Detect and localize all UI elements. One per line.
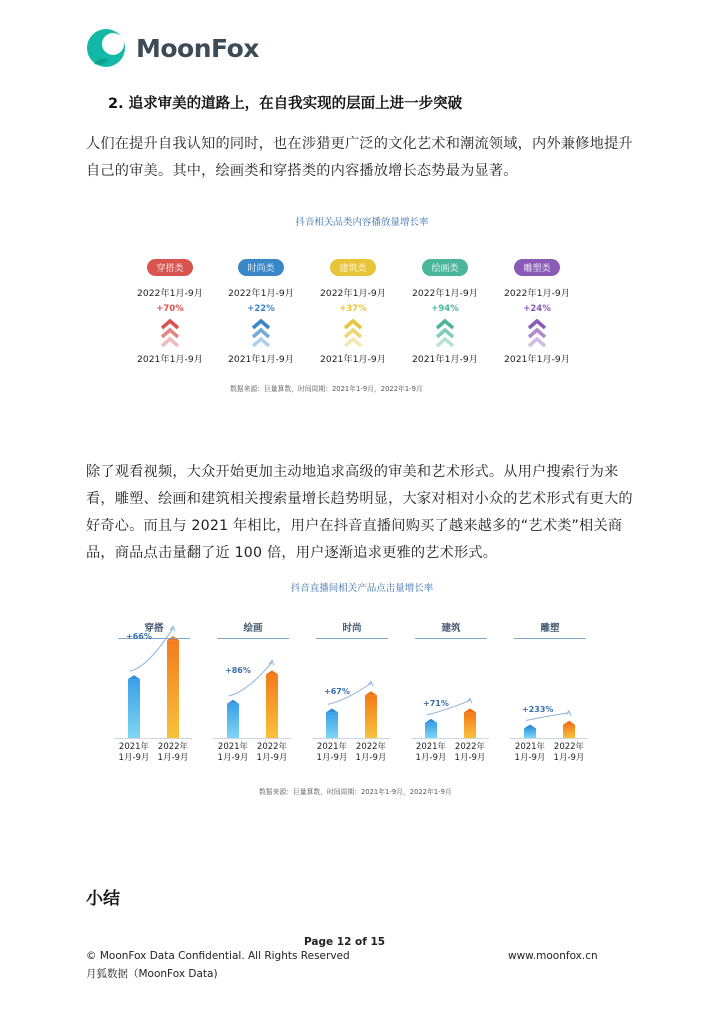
chart2-source: 数据来源：巨量算数，时间周期：2021年1-9月，2022年1-9月 [259, 788, 452, 796]
chart2-growth-label: +67% [324, 687, 350, 697]
chart2-axis [510, 738, 588, 739]
growth-label: +24% [523, 304, 551, 314]
chart2-category-header: 穿搭 [118, 620, 190, 639]
chart2-bar-cap [227, 700, 239, 704]
period-base-label: 2021年1月-9月 [137, 354, 203, 365]
chart2-bar [128, 679, 140, 738]
chart2-bar [365, 695, 377, 738]
chart2-bar-cap [326, 708, 338, 712]
period-current-label: 2022年1月-9月 [137, 288, 203, 299]
chart2-period-label: 2021年 1月-9月 [415, 742, 447, 763]
chart2-bar-cap [425, 719, 437, 723]
page-number: Page 12 of 15 [304, 936, 386, 948]
category-pill: 雕塑类 [514, 259, 559, 276]
chart2-title: 抖音直播间相关产品点击量增长率 [290, 583, 434, 594]
chart2-bar-cap [563, 721, 575, 725]
chart2-bar-cap [365, 691, 377, 695]
growth-arrow-icon [526, 713, 569, 721]
chart1-source: 数据来源：巨量算数，时间周期：2021年1-9月，2022年1-9月 [230, 385, 423, 393]
chart2-period-label: 2022年 1月-9月 [553, 742, 585, 763]
growth-label: +70% [156, 304, 184, 314]
chart2-axis [411, 738, 489, 739]
period-base-label: 2021年1月-9月 [320, 354, 386, 365]
category-pill: 绘画类 [422, 259, 467, 276]
chart2-axis [114, 738, 192, 739]
chart2-category-header: 雕塑 [514, 620, 586, 639]
copyright-text: © MoonFox Data Confidential. All Rights Reserved [86, 950, 350, 962]
category-pill: 时尚类 [238, 259, 283, 276]
chart2-period-label: 2021年 1月-9月 [316, 742, 348, 763]
chart2-bar-cap [524, 725, 536, 729]
chart2-axis [213, 738, 291, 739]
period-base-label: 2021年1月-9月 [504, 354, 570, 365]
logo-text: MoonFox [136, 33, 259, 63]
chart2-axis [312, 738, 390, 739]
chart2-period-label: 2021年 1月-9月 [217, 742, 249, 763]
chart2-period-label: 2022年 1月-9月 [157, 742, 189, 763]
growth-label: +37% [339, 304, 367, 314]
summary-heading: 小结 [86, 889, 120, 909]
chart2-category-header: 时尚 [316, 620, 388, 639]
chart2-period-label: 2022年 1月-9月 [454, 742, 486, 763]
chart2-bar [167, 640, 179, 738]
period-current-label: 2022年1月-9月 [320, 288, 386, 299]
chart2-period-label: 2022年 1月-9月 [355, 742, 387, 763]
growth-label: +94% [431, 304, 459, 314]
period-base-label: 2021年1月-9月 [228, 354, 294, 365]
category-pill: 穿搭类 [147, 259, 192, 276]
chart2-bar [227, 704, 239, 738]
paragraph-2: 除了观看视频，大众开始更加主动地追求高级的审美和艺术形式。从用户搜索行为来看，雕塑、绘画和建筑相关搜索量增长趋势明显，大家对相对小众的艺术形式有更大的好奇心。而且与 2021 年相比，用户在抖音直播间购买了越来越多的“艺术类”相关商品，商品点击量翻了近 100 倍，用户逐渐追求更雅的艺术形式。 [86, 464, 633, 561]
chart2-bar-cap [128, 675, 140, 679]
section-heading: 2. 追求审美的道路上，在自我实现的层面上进一步突破 [108, 96, 463, 112]
chart2-bar-cap [464, 708, 476, 712]
chart2-growth-label: +86% [225, 666, 251, 676]
company-name: 月狐数据（MoonFox Data) [86, 968, 218, 980]
chart2-period-label: 2021年 1月-9月 [514, 742, 546, 763]
period-current-label: 2022年1月-9月 [504, 288, 570, 299]
category-pill: 建筑类 [330, 259, 375, 276]
chart2-bar [425, 723, 437, 738]
chart2-period-label: 2022年 1月-9月 [256, 742, 288, 763]
website-link[interactable]: www.moonfox.cn [508, 950, 598, 962]
chart2-bar [266, 674, 278, 738]
chart2-bar [563, 725, 575, 738]
chart2-growth-label: +233% [522, 704, 554, 714]
chart2-category-header: 建筑 [415, 620, 487, 639]
growth-label: +22% [247, 304, 275, 314]
chart2-bar [524, 729, 536, 739]
chart2-growth-label: +66% [126, 632, 152, 642]
chart2-growth-label: +71% [423, 698, 449, 708]
period-current-label: 2022年1月-9月 [228, 288, 294, 299]
chart2-bar [464, 712, 476, 738]
chart2-period-label: 2021年 1月-9月 [118, 742, 150, 763]
chart1-title: 抖音相关品类内容播放量增长率 [295, 217, 429, 228]
period-current-label: 2022年1月-9月 [412, 288, 478, 299]
chart2-category-header: 绘画 [217, 620, 289, 639]
period-base-label: 2021年1月-9月 [412, 354, 478, 365]
paragraph-1: 人们在提升自我认知的同时，也在涉猎更广泛的文化艺术和潮流领域，内外兼修地提升自己的审美。其中，绘画类和穿搭类的内容播放增长态势最为显著。 [86, 136, 633, 179]
chart2-bar-cap [266, 670, 278, 674]
chart2-bar [326, 712, 338, 738]
